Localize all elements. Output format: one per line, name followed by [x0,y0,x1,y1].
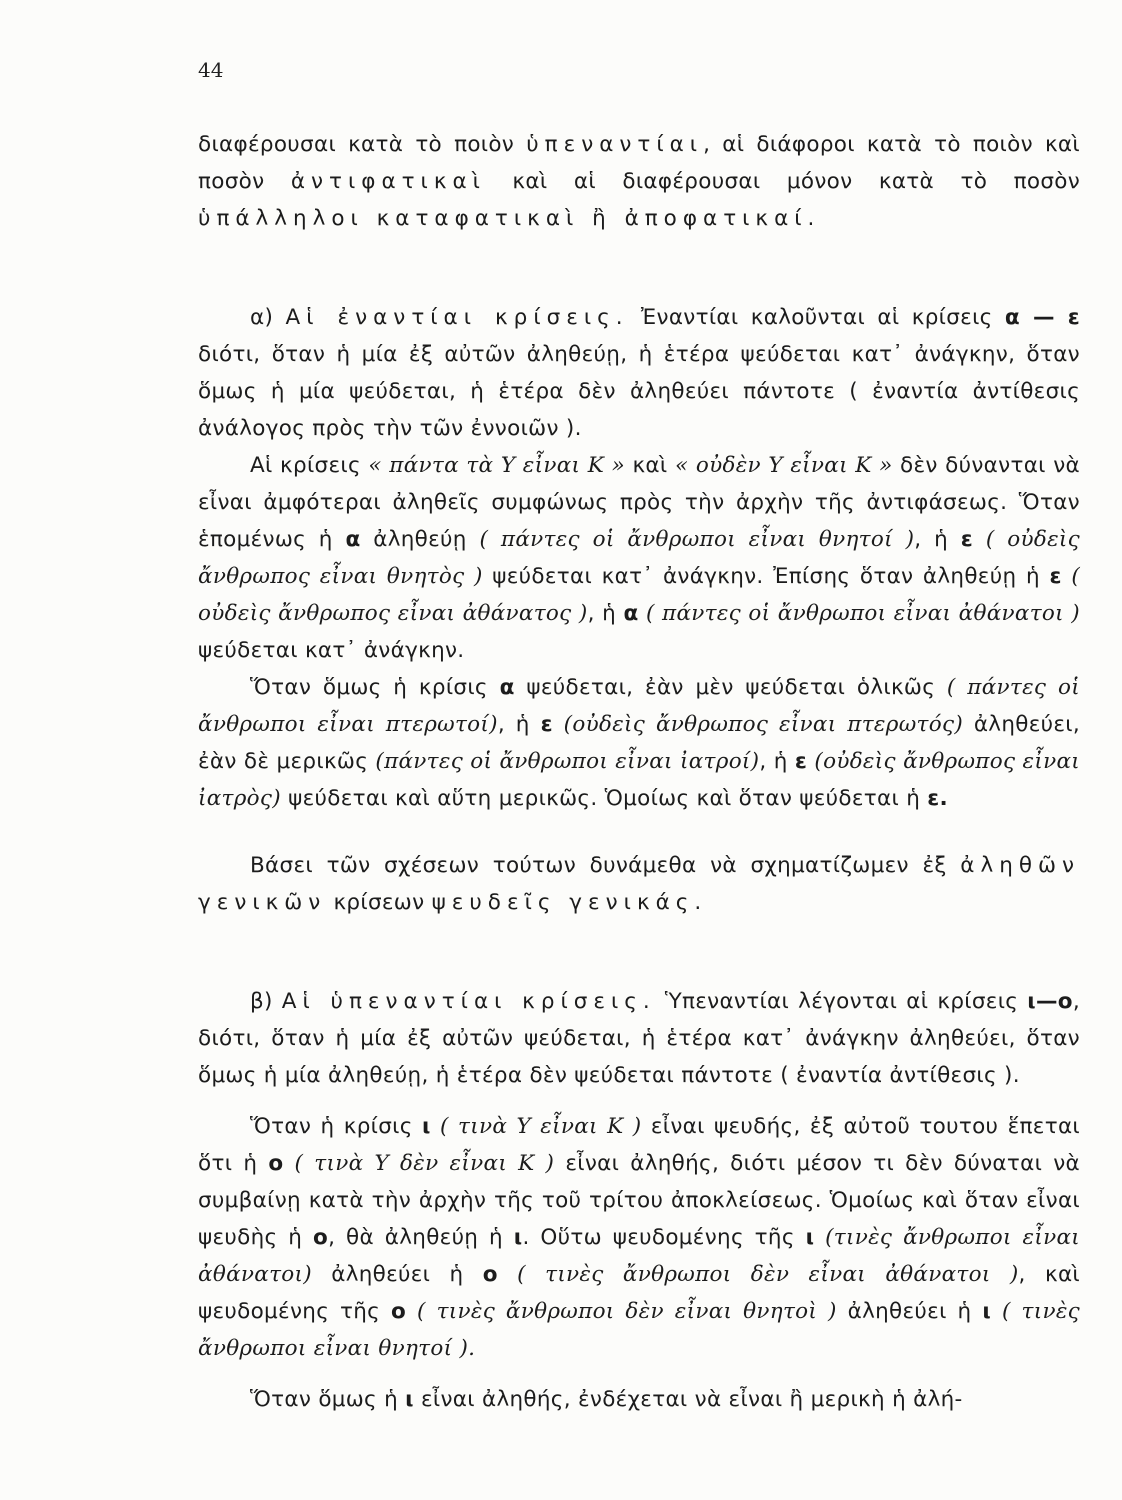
letterspaced-term: Αἱ ὑπεναντίαι κρίσεις. [281,989,656,1014]
page-number: 44 [198,58,224,82]
italic-example: ( τινὲς ἄνθρωποι εἶναι θνητοί ). [198,1299,1081,1361]
judgment-letter: α [499,675,515,700]
text-run: εἶναι ἀληθής, ἐνδέχεται νὰ εἶναι ἢ μερικὴ ἡ ἀλή- [413,1387,963,1412]
paragraph-contrary-false-case [198,669,1080,817]
text-run [431,1114,440,1139]
text-run: ψεύδεται καὶ αὕτη μερικῶς. Ὁμοίως καὶ ὅταν ψεύδεται ἡ [280,786,928,811]
italic-example: « πάντα τὰ Υ εἶναι Κ » [368,453,625,478]
judgment-letter: ε [540,712,553,737]
text-run: ψεύδεται, ἐὰν μὲν ψεύδεται ὁλικῶς [514,675,947,700]
judgment-letter: ι [513,1225,523,1250]
judgment-letter: α [623,601,639,626]
text-run: καὶ [625,453,675,478]
text-run: διότι, ὅταν ἡ μία ἐξ αὐτῶν ἀληθεύῃ, ἡ ἑτέρα ψεύδεται κατ᾽ ἀνάγκην, ὅταν ὅμως ἡ μία ψεύδεται, ἡ ἑτέρα δὲν ἀληθεύει πάντοτε ( ἐναντία ἀντίθεσις ἀνάλογος πρὸς τὴν τῶν ἐννοιῶν ). [198,342,1080,441]
text-run: , διότι, ὅταν ἡ μία ἐξ αὐτῶν ψεύδεται, ἡ ἑτέρα κατ᾽ ἀνάγκην ἀληθεύει, ὅταν ὅμως ἡ μία ἀληθεύῃ, ἡ ἑτέρα δὲν ψεύδεται πάντοτε ( ἐναντία ἀντίθεσις ). [198,989,1080,1088]
italic-example: (τινὲς ἄνθρωποι εἶναι ἀθάνατοι) [198,1225,1080,1287]
text-run: β) [250,989,282,1014]
text-run: , ἡ [587,601,624,626]
italic-example: (οὐδεὶς ἄνθρωπος εἶναι ἰατρὸς) [198,749,1080,811]
text-run: ἀληθεύει, ἐὰν δὲ μερικῶς [198,712,1081,774]
judgment-letter: ε [1049,564,1062,589]
text-run: καὶ αἱ διαφέρουσαι μόνον κατὰ τὸ ποσὸν [485,169,1081,194]
letterspaced-term: ὑπεναντίαι [526,132,704,157]
text-run [1062,564,1072,589]
text-run: Ἐναντίαι καλοῦνται αἱ κρίσεις [628,305,1005,330]
text-run: Βάσει τῶν σχέσεων τούτων δυνάμεθα νὰ σχηματίζωμεν ἐξ [250,853,961,878]
paragraph-contrary-examples [198,447,1080,669]
text-run: κρίσεων [326,890,432,915]
text-run [283,1151,294,1176]
text-run: Αἱ κρίσεις [250,453,369,478]
judgment-letter: ε [794,749,808,774]
text-run [498,1262,517,1287]
judgment-letter: α [345,527,361,552]
text-run: εἶναι ψευδής, ἐξ αὐτοῦ τουτου ἕπεται ὅτι ἡ [198,1114,1080,1176]
paragraph-subcontrary-true-case [198,1381,1080,1418]
text-run: Ὅταν ὅμως ἡ κρίσις [250,675,500,700]
paragraph-subcontrary-examples [198,1108,1080,1367]
italic-example: ( τινὰ Υ εἶναι Κ ) [440,1114,642,1139]
body-text [198,126,1080,1418]
text-run: ἀληθεύῃ [360,527,480,552]
italic-example: ( οὐδεὶς ἄνθρωπος εἶναι ἀθάνατος ) [198,564,1081,626]
italic-example: ( πάντες οἱ ἄνθρωποι εἶναι πτερωτοί) [198,675,1080,737]
text-run: ἀληθεύει ἡ [311,1262,483,1287]
letterspaced-term: ὑπάλληλοι καταφατικαὶ ἢ ἀποφατικαί. [198,206,821,231]
italic-example: (οὐδεὶς ἄνθρωπος εἶναι πτερωτός) [563,712,964,737]
text-run: , ἡ [914,527,961,552]
text-run [639,601,646,626]
text-run: , ἡ [759,749,795,774]
letterspaced-term: Αἱ ἐναντίαι κρίσεις. [285,305,629,330]
judgment-letter: ι [405,1387,414,1412]
text-run: Ὅταν ὅμως ἡ [250,1387,406,1412]
text-run: ψεύδεται κατ᾽ ἀνάγκην. Ἐπίσης ὅταν ἀληθεύῃ ἡ [482,564,1050,589]
italic-example: ( τινὲς ἄνθρωποι δὲν εἶναι θνητοὶ ) [416,1299,837,1324]
judgment-letter: ι [982,1299,992,1324]
italic-example: ( τινὲς ἄνθρωποι δὲν εἶναι ἀθάνατοι ) [517,1262,1019,1287]
letterspaced-term: ἀληθῶν γενικῶν [198,853,1080,915]
text-run: α) [250,305,286,330]
judgment-letter: ι [805,1225,815,1250]
text-run: εἶναι ἀληθής, διότι μέσον τι δὲν δύναται νὰ συμβαίνῃ κατὰ τὴν ἀρχὴν τῆς τοῦ τρίτου ἀποκλείσεως. Ὁμοίως καὶ ὅταν εἶναι ψευδὴς ἡ [198,1151,1081,1250]
text-run: , καὶ ψευδομένης τῆς [198,1262,1080,1324]
text-run: , θὰ ἀληθεύῃ ἡ [328,1225,514,1250]
letterspaced-term: ψευδεῖς γενικάς. [431,890,708,915]
paragraph-inference-rule [198,847,1080,921]
paragraph-contrary-judgments [198,299,1080,447]
judgment-letter: ι—ο [1027,989,1073,1014]
paragraph-subcontrary-judgments [198,983,1080,1094]
text-run: διαφέρουσαι κατὰ τὸ ποιὸν [198,132,527,157]
italic-example: (πάντες οἱ ἄνθρωποι εἶναι ἰατροί) [375,749,760,774]
text-run [553,712,564,737]
text-run: ψεύδεται κατ᾽ ἀνάγκην. [198,638,465,663]
text-run: , ἡ [497,712,541,737]
text-run: ἀληθεύει ἡ [836,1299,983,1324]
letterspaced-term: ἀντιφατικαὶ [290,169,486,194]
text-run: Ὑπεναντίαι λέγονται αἱ κρίσεις [655,989,1028,1014]
italic-example: ( πάντες οἱ ἄνθρωποι εἶναι θνητοί ) [479,527,915,552]
italic-example: « οὐδὲν Υ εἶναι Κ » [674,453,893,478]
judgment-letter: ε [960,527,974,552]
judgment-letter: ε. [927,786,949,811]
italic-example: ( οὐδεὶς ἄνθρωπος εἶναι θνητὸς ) [198,527,1080,589]
judgment-letter: ο [313,1225,329,1250]
judgment-letter: ο [482,1262,498,1287]
judgment-letter: ο [268,1151,284,1176]
judgment-letter: ι [422,1114,431,1139]
text-run: . Οὕτω ψευδομένης τῆς [522,1225,806,1250]
judgment-letter: α — ε [1004,305,1081,330]
text-run: Ὅταν ἡ κρίσις [250,1114,423,1139]
text-run [406,1299,417,1324]
text-run [991,1299,1002,1324]
judgment-letter: ο [391,1299,407,1324]
text-run [814,1225,825,1250]
italic-example: ( πάντες οἱ ἄνθρωποι εἶναι ἀθάνατοι ) [645,601,1080,626]
paragraph-opposition-types [198,126,1080,237]
text-run: δὲν δύνανται νὰ εἶναι ἀμφότεραι ἀληθεῖς συμφώνως πρὸς τὴν ἀρχὴν τῆς ἀντιφάσεως. Ὅταν ἑπομένως ἡ [198,453,1081,552]
text-run [973,527,986,552]
text-run: , αἱ διάφοροι κατὰ τὸ ποιὸν καὶ ποσὸν [198,132,1080,194]
italic-example: ( τινὰ Υ δὲν εἶναι Κ ) [294,1151,555,1176]
